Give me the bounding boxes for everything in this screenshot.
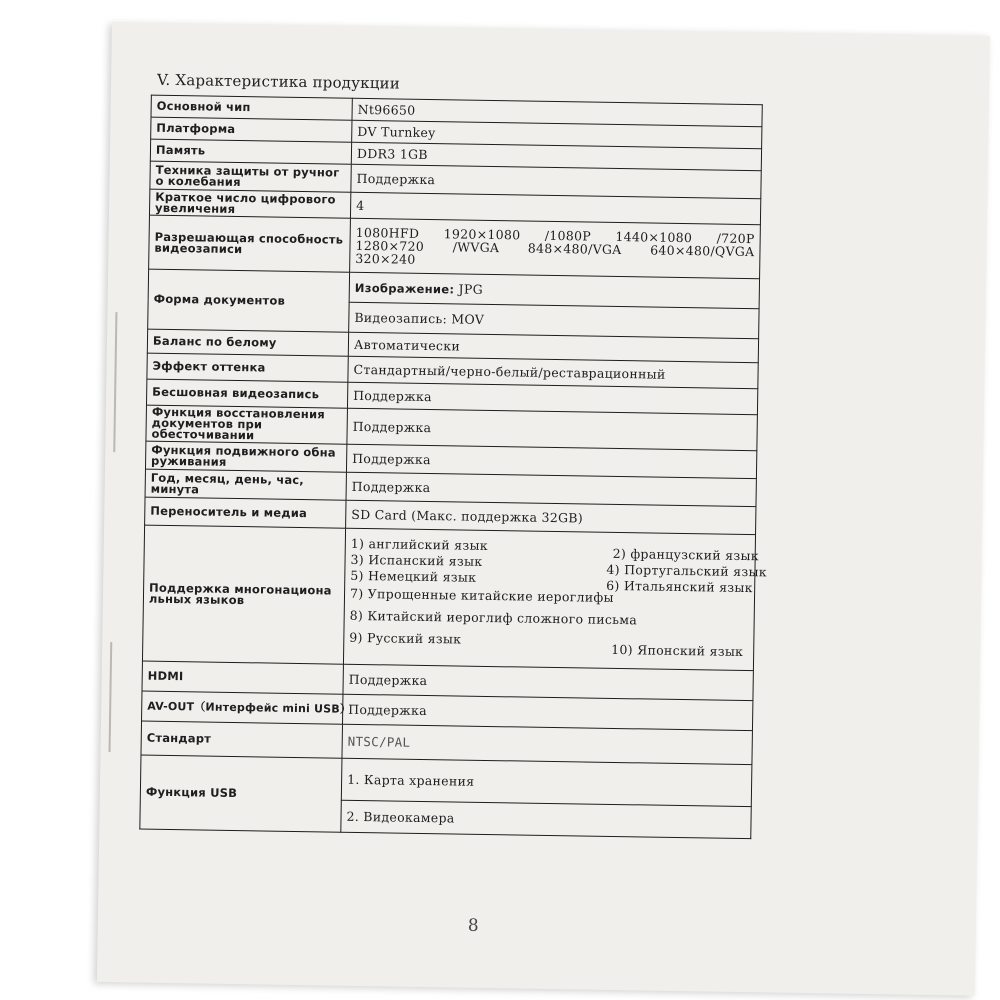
row-label: Разрешающая способность видеозаписи bbox=[149, 215, 351, 272]
res-token: 640×480/QVGA bbox=[650, 242, 755, 260]
row-value: 1. Карта хранения bbox=[341, 758, 752, 806]
list-item: 7) Упрощенные китайские иероглифы bbox=[349, 585, 614, 605]
table-row bbox=[142, 525, 755, 671]
res-token: /1080P bbox=[544, 227, 592, 244]
row-value: Автоматически bbox=[348, 332, 758, 362]
row-label: Бесшовная видеозапись bbox=[146, 379, 347, 408]
res-token: 1920×1080 bbox=[443, 226, 521, 243]
row-value: DV Turnkey bbox=[352, 120, 762, 148]
resolution-value bbox=[350, 218, 761, 278]
row-label: AV-OUT（Интерфейс mini USB） bbox=[142, 691, 343, 724]
list-item: 10) Японский язык bbox=[611, 641, 744, 659]
row-label: Форма документов bbox=[148, 269, 350, 332]
row-label: Краткое число цифрового увеличения bbox=[149, 189, 350, 218]
image-format-label: Изображение: bbox=[354, 280, 455, 296]
row-value: Поддержка bbox=[347, 408, 758, 450]
row-value: Nt96650 bbox=[352, 98, 762, 126]
res-token: /720P bbox=[716, 230, 755, 247]
list-item: 4) Португальский язык bbox=[606, 561, 768, 579]
res-token: 320×240 bbox=[355, 250, 416, 267]
table-row bbox=[149, 215, 761, 279]
res-token: 1440×1080 bbox=[615, 228, 693, 246]
row-label: Эффект оттенка bbox=[147, 353, 348, 382]
row-label: Платформа bbox=[151, 117, 352, 142]
list-item: 6) Итальянский язык bbox=[606, 577, 753, 595]
row-label: Переноситель и медиа bbox=[145, 497, 346, 528]
row-label: Основной чип bbox=[151, 95, 352, 120]
list-item: 3) Испанский язык bbox=[350, 551, 483, 569]
page-number: 8 bbox=[467, 915, 479, 936]
row-value: SD Card (Макс. поддержка 32GB) bbox=[346, 500, 756, 534]
page-crease bbox=[109, 642, 113, 752]
row-value: Видеозапись: MOV bbox=[349, 302, 759, 338]
image-format-value: JPG bbox=[458, 280, 484, 297]
row-value: Поддержка bbox=[343, 664, 753, 700]
row-label: Стандарт bbox=[141, 721, 343, 758]
row-label: Техника защиты от ручног о колебания bbox=[150, 161, 351, 192]
res-token: /WVGA bbox=[452, 239, 500, 256]
row-label: Память bbox=[150, 139, 351, 164]
page-crease bbox=[113, 312, 117, 452]
row-value: Поддержка bbox=[347, 382, 757, 414]
row-label: Поддержка многонациона льных языков bbox=[142, 525, 345, 664]
spec-table bbox=[139, 95, 768, 840]
row-value: Поддержка bbox=[351, 164, 761, 198]
table-row bbox=[140, 755, 752, 807]
res-token: 848×480/VGA bbox=[527, 240, 622, 258]
row-label: Функция восстановления документов при обесточивании bbox=[146, 405, 348, 444]
row-value: 2. Видеокамера bbox=[341, 800, 751, 838]
res-token: 1280×720 bbox=[355, 237, 425, 254]
res-token: 1080HFD bbox=[355, 224, 420, 241]
list-item: 5) Немецкий язык bbox=[350, 567, 477, 585]
row-value: DDR3 1GB bbox=[351, 142, 761, 170]
row-value: 4 bbox=[350, 192, 760, 224]
row-label: Год, месяц, день, час, минута bbox=[145, 469, 346, 500]
manual-page bbox=[97, 22, 990, 996]
list-item: 2) французский язык bbox=[612, 545, 760, 563]
row-value: NTSC/PAL bbox=[342, 724, 752, 764]
row-value: Поддержка bbox=[346, 472, 756, 506]
row-value: Поддержка bbox=[342, 694, 752, 730]
row-label: Функция USB bbox=[140, 755, 342, 832]
row-label: HDMI bbox=[142, 661, 343, 694]
row-value: Поддержка bbox=[346, 444, 756, 478]
list-item: 8) Китайский иероглиф сложного письма bbox=[349, 607, 638, 627]
spec-section bbox=[139, 70, 768, 840]
row-label: Функция подвижного обна руживания bbox=[145, 441, 346, 472]
list-item: 9) Русский язык bbox=[349, 629, 462, 647]
row-label: Баланс по белому bbox=[147, 329, 348, 356]
row-value: Стандартный/черно-белый/реставрационный bbox=[348, 356, 758, 388]
list-item: 1) английский язык bbox=[350, 535, 489, 553]
section-title: V. Характеристика продукции bbox=[156, 70, 401, 93]
languages-value bbox=[343, 528, 768, 670]
